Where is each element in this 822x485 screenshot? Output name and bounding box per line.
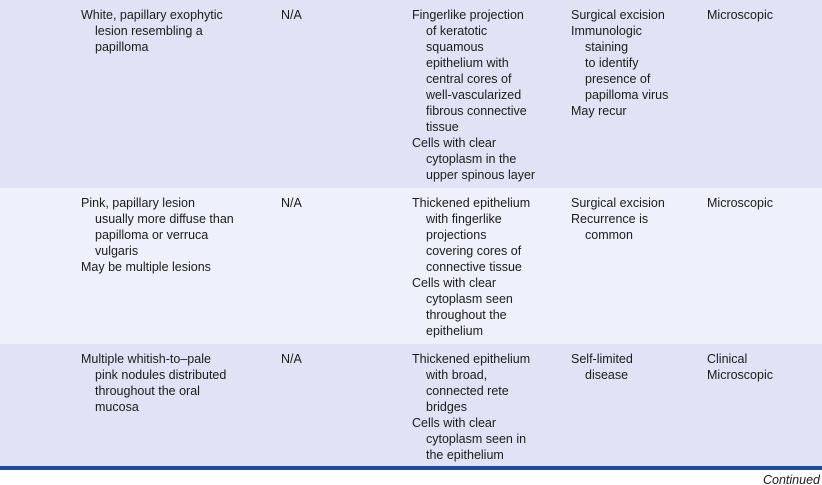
table-row	[0, 344, 822, 466]
microscopic-line: Fingerlike projection	[412, 8, 524, 22]
treatment-line: Self-limited	[571, 352, 633, 366]
description-line: pink nodules distributed	[95, 368, 227, 382]
microscopic-line: Cells with clear	[412, 276, 497, 290]
description-line: vulgaris	[95, 244, 139, 258]
radiographic-cell	[281, 7, 391, 23]
treatment-line: May recur	[571, 104, 627, 118]
microscopic-line: projections	[426, 228, 487, 242]
microscopic-line: cytoplasm in the	[426, 152, 517, 166]
microscopic-line: cytoplasm seen in	[426, 432, 527, 446]
clinical-description-cell	[81, 7, 271, 55]
na-value: N/A	[281, 196, 302, 210]
treatment-line: staining	[585, 40, 629, 54]
radiographic-cell	[281, 195, 391, 211]
treatment-cell	[571, 195, 701, 243]
diagnosis-line: Clinical	[707, 352, 748, 366]
microscopic-line: covering cores of	[426, 244, 522, 258]
treatment-line: papilloma virus	[585, 88, 669, 102]
microscopic-line: with fingerlike	[426, 212, 502, 226]
na-value: N/A	[281, 8, 302, 22]
treatment-line: Surgical excision	[571, 196, 665, 210]
clinical-description-cell	[81, 195, 271, 275]
treatment-cell	[571, 7, 701, 119]
description-line: papilloma	[95, 40, 149, 54]
microscopic-line: connective tissue	[426, 260, 522, 274]
microscopic-line: epithelium with	[426, 56, 509, 70]
microscopic-line: Cells with clear	[412, 416, 497, 430]
microscopic-line: epithelium	[426, 324, 483, 338]
treatment-line: Recurrence is	[571, 212, 649, 226]
microscopic-features-cell	[412, 7, 562, 183]
description-line: Pink, papillary lesion	[81, 196, 195, 210]
treatment-cell	[571, 351, 701, 383]
treatment-line: common	[585, 228, 633, 242]
table-row	[0, 188, 822, 344]
microscopic-line: central cores of	[426, 72, 512, 86]
description-line: May be multiple lesions	[81, 260, 211, 274]
microscopic-line: well-vascularized	[426, 88, 522, 102]
treatment-line: Immunologic	[571, 24, 642, 38]
description-line: White, papillary exophytic	[81, 8, 223, 22]
diagnosis-cell	[707, 351, 817, 383]
microscopic-line: Thickened epithelium	[412, 352, 531, 366]
microscopic-line: cytoplasm seen	[426, 292, 513, 306]
na-value: N/A	[281, 352, 302, 366]
treatment-line: to identify	[585, 56, 639, 70]
diagnosis-cell	[707, 7, 817, 23]
continued-label: Continued	[763, 473, 820, 485]
treatment-line: Surgical excision	[571, 8, 665, 22]
description-line: Multiple whitish-to–pale	[81, 352, 211, 366]
microscopic-line: of keratotic	[426, 24, 488, 38]
clinical-description-cell	[81, 351, 271, 415]
microscopic-line: Cells with clear	[412, 136, 497, 150]
microscopic-line: with broad,	[426, 368, 488, 382]
description-line: throughout the oral	[95, 384, 200, 398]
microscopic-line: tissue	[426, 120, 459, 134]
table-bottom-rule	[0, 466, 822, 470]
radiographic-cell	[281, 351, 391, 367]
description-line: mucosa	[95, 400, 139, 414]
description-line: papilloma or verruca	[95, 228, 209, 242]
microscopic-line: connected rete	[426, 384, 509, 398]
microscopic-features-cell	[412, 351, 562, 463]
microscopic-line: Thickened epithelium	[412, 196, 531, 210]
microscopic-features-cell	[412, 195, 562, 339]
microscopic-line: bridges	[426, 400, 467, 414]
diagnosis-line: Microscopic	[707, 368, 773, 382]
description-line: lesion resembling a	[95, 24, 203, 38]
treatment-line: disease	[585, 368, 629, 382]
diagnosis-line: Microscopic	[707, 8, 773, 22]
microscopic-line: upper spinous layer	[426, 168, 536, 182]
microscopic-line: squamous	[426, 40, 484, 54]
description-line: usually more diffuse than	[95, 212, 234, 226]
microscopic-line: fibrous connective	[426, 104, 527, 118]
diagnosis-cell	[707, 195, 817, 211]
microscopic-line: the epithelium	[426, 448, 504, 462]
treatment-line: presence of	[585, 72, 651, 86]
microscopic-line: throughout the	[426, 308, 507, 322]
diagnosis-line: Microscopic	[707, 196, 773, 210]
table-row	[0, 0, 822, 188]
